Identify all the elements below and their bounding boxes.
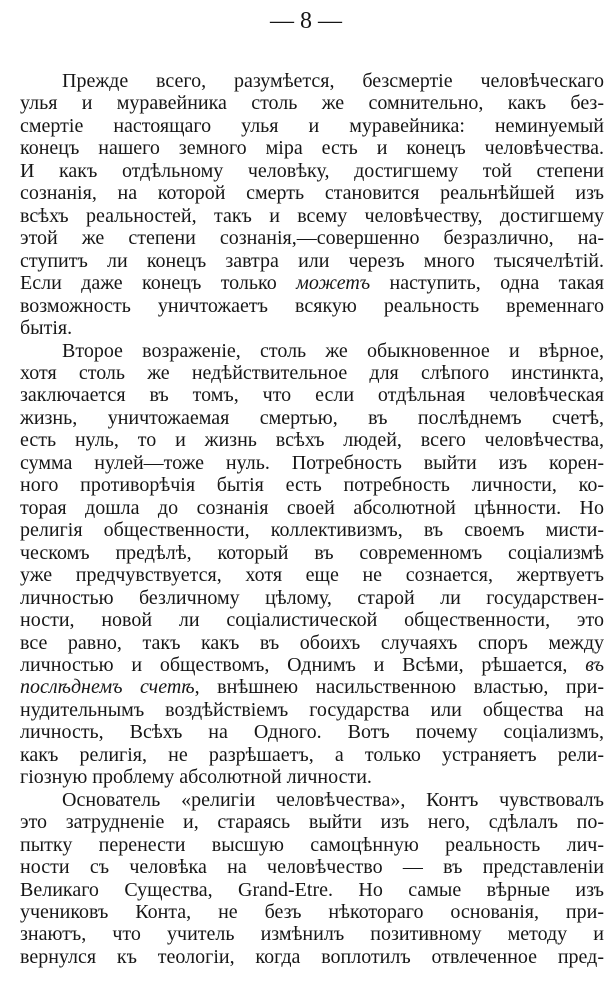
text-segment: все равно, такъ какъ въ обоихъ случаяхъ споръ между [20,631,604,654]
text-segment: учениковъ Конта, не безъ нѣкотораго основанія, при- [20,901,604,924]
text-segment: всѣхъ реальностей, такъ и всему человѣчеству, достигшему [20,204,604,227]
text-segment: Второе возраженіе, столь же обыкновенное и вѣрное, [62,339,604,362]
text-segment: возможность уничтожаетъ всякую реальность временнаго [20,294,604,317]
text-line [20,564,604,587]
text-line [20,160,604,183]
text-line [20,946,604,969]
text-segment: Основатель «религіи человѣчества», Контъ чувствовалъ [62,788,604,811]
text-segment: ности, новой ли соціалистической общественности, это [20,609,604,632]
text-line [20,205,604,228]
text-line [20,901,604,924]
italic-text: можетъ [296,272,371,295]
text-segment: есть нуль, то и жизнь всѣхъ людей, всего человѣчества, [20,429,604,452]
text-segment: заключается въ томъ, что если отдѣльная человѣческая [20,384,604,407]
text-line [20,317,604,340]
text-line [20,923,604,946]
text-line [20,497,604,520]
text-line [20,272,604,295]
text-line [20,676,604,699]
text-segment: пытку перенести высшую самоцѣнную реальность лич- [20,833,604,856]
text-segment: какъ религія, не разрѣшаетъ, а только устраняетъ рели- [20,743,604,766]
text-line [20,856,604,879]
page-number: — 8 — [270,8,342,34]
text-segment: , внѣшнею насильственною властью, при- [194,676,605,699]
text-line [20,182,604,205]
text-line [20,92,604,115]
text-line [20,115,604,138]
text-line [20,250,604,273]
text-line [62,340,604,363]
text-segment: Прежде всего, разумѣется, безсмертіе человѣческаго [62,70,604,92]
text-segment: это затрудненіе и, стараясь выйти изъ него, сдѣлалъ по- [20,811,604,834]
text-segment: ступитъ ли конецъ завтра или черезъ много тысячелѣтій. [20,249,604,272]
text-segment: уже предчувствуется, хотя еще не сознается, жертвуетъ [20,564,604,587]
text-line [62,70,604,93]
text-line [20,474,604,497]
text-segment: улья и муравейника столь же сомнительно, какъ без- [20,92,604,115]
text-segment: ного противорѣчія бытія есть потребность личности, ко- [20,474,604,497]
text-segment: знаютъ, что учитель измѣнилъ позитивному методу и [20,923,604,946]
text-line [20,654,604,677]
text-line [20,429,604,452]
text-segment: сознанія, на которой смерть становится реальнѣйшей изъ [20,182,604,205]
text-line [20,452,604,475]
text-line [20,227,604,250]
text-segment: Если даже конецъ только [20,272,297,295]
text-line [20,632,604,655]
text-line [20,744,604,767]
text-line [20,609,604,632]
text-segment: религія общественности, коллективизмъ, въ своемъ мисти- [20,519,604,542]
text-segment: торая дошла до сознанія своей абсолютной цѣнности. Но [20,496,604,519]
text-segment: ности съ человѣка на человѣчество — въ представленіи [20,856,604,879]
text-line [20,407,604,430]
text-line [20,834,604,857]
text-line [20,721,604,744]
text-segment: нудительнымъ воздѣйствіемъ государства или общества на [20,698,604,721]
text-line [20,384,604,407]
text-segment: наступить, одна такая [370,272,605,295]
text-line [20,766,604,789]
text-segment: ческомъ предѣлѣ, который въ современномъ соціализмѣ [20,541,604,564]
text-segment: личность, Всѣхъ на Одного. Вотъ почему соціализмъ, [20,721,604,744]
text-segment: бытія. [20,317,73,340]
text-line [62,789,604,812]
italic-text: въ [585,653,604,676]
text-line [20,811,604,834]
text-line [20,295,604,318]
text-line [20,587,604,610]
text-segment: конецъ нашего земного міра есть и конецъ человѣчества. [20,137,604,160]
text-segment: Великаго Существа, Grand-Etre. Но самые вѣрные изъ [20,878,604,901]
text-segment: личностью безличному цѣлому, старой ли государствен- [20,586,604,609]
text-segment: этой же степени сознанія,—совершенно безразлично, на- [20,227,604,250]
text-line [20,137,604,160]
text-line [20,519,604,542]
text-segment: хотя столь же недѣйствительное для слѣпого инстинкта, [20,361,604,384]
text-segment: смертіе настоящаго улья и муравейника: неминуемый [20,114,604,137]
text-segment: личностью и обществомъ, Однимъ и Всѣми, рѣшается, [20,653,586,676]
italic-text: послѣднемъ счетѣ [20,676,195,699]
text-line [20,362,604,385]
text-segment: вернулся къ теологіи, когда воплотилъ отвлеченное пред- [20,945,604,968]
text-segment: И какъ отдѣльному человѣку, достигшему той степени [20,159,604,182]
text-line [20,879,604,902]
text-line [20,699,604,722]
text-segment: сумма нулей—тоже нуль. Потребность выйти изъ корен- [20,451,604,474]
text-segment: гіозную проблему абсолютной личности. [20,766,372,789]
text-segment: жизнь, уничтожаемая смертью, въ послѣднемъ счетѣ, [20,406,604,429]
text-line [20,542,604,565]
